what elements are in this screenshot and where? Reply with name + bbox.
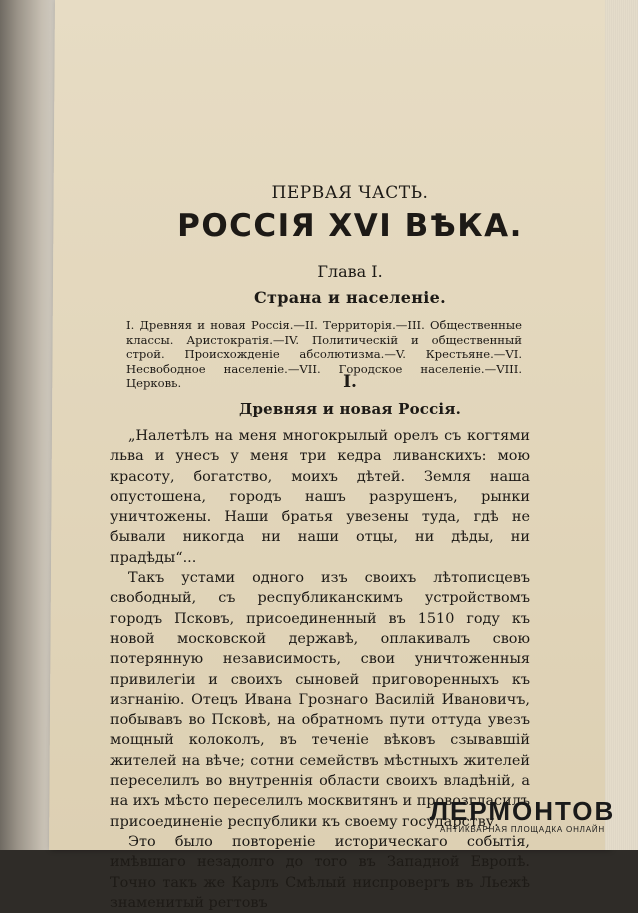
body-text	[110, 426, 530, 913]
part-title: ПЕРВАЯ ЧАСТЬ.	[271, 183, 429, 203]
book-title: РОССІЯ XVI ВѢКА.	[177, 208, 523, 244]
paragraph-2: Такъ устами одного изъ своихъ лѣтописцевъ свободный, съ республиканскимъ устройствомъ городъ Псковъ, присоединенный въ 1510 году къ новой московской державѣ, оплакивалъ свою потерянную независимость, свои уничтоженныя привилегіи и своихъ сыновей приговоренныхъ къ изгнанію. Отецъ Ивана Грознаго Василій Ивановичъ, побывавъ во Псковѣ, на обратномъ пути оттуда увезъ мощный колоколъ, въ теченіе вѣковъ сзывавшій жителей на вѣче; сотни семействъ мѣстныхъ жителей переселилъ во внутреннія области своихъ владѣній, а на ихъ мѣсто переселилъ москвитянъ и провозгласилъ присоединеніе республики къ своему государству.	[110, 570, 530, 830]
chapter-heading: Глава I.	[317, 262, 383, 281]
watermark-logo	[420, 797, 625, 835]
paragraph-1: „Налетѣлъ на меня многокрылый орелъ съ когтями льва и унесъ у меня три кедра ливанскихъ: мою красоту, богатство, моихъ дѣтей. Земля наша опустошена, городъ нашъ разрушенъ, рынки уничтожены. Наши братья увезены туда, гдѣ не бывали никогда ни наши отцы, ни дѣды, ни прадѣды“...	[110, 428, 530, 566]
chapter-title: Страна и населеніе.	[254, 288, 446, 307]
watermark-name: ЛЕРМОНТОВ	[429, 796, 616, 826]
section-number: I.	[343, 372, 357, 392]
paragraph-3: Это было повтореніе историческаго событія, имѣвшаго незадолго до того въ Западной Европѣ. Точно такъ же Карлъ Смѣлый ниспровергъ въ Льежѣ знаменитый регтовъ	[110, 833, 530, 911]
watermark-subtitle: АНТИКВАРНАЯ ПЛОЩАДКА ОНЛАЙН	[440, 825, 605, 834]
chapter-contents: I. Древняя и новая Россія.—II. Территорія.—III. Общественные классы. Аристократія.—IV. Политическій и общественный строй. Происхожденіе абсолютизма.—V. Крестьяне.—VI. Несвободное населеніе.—VII. Городское населеніе.—VIII. Церковь.	[126, 318, 522, 390]
section-title: Древняя и новая Россія.	[238, 400, 462, 418]
